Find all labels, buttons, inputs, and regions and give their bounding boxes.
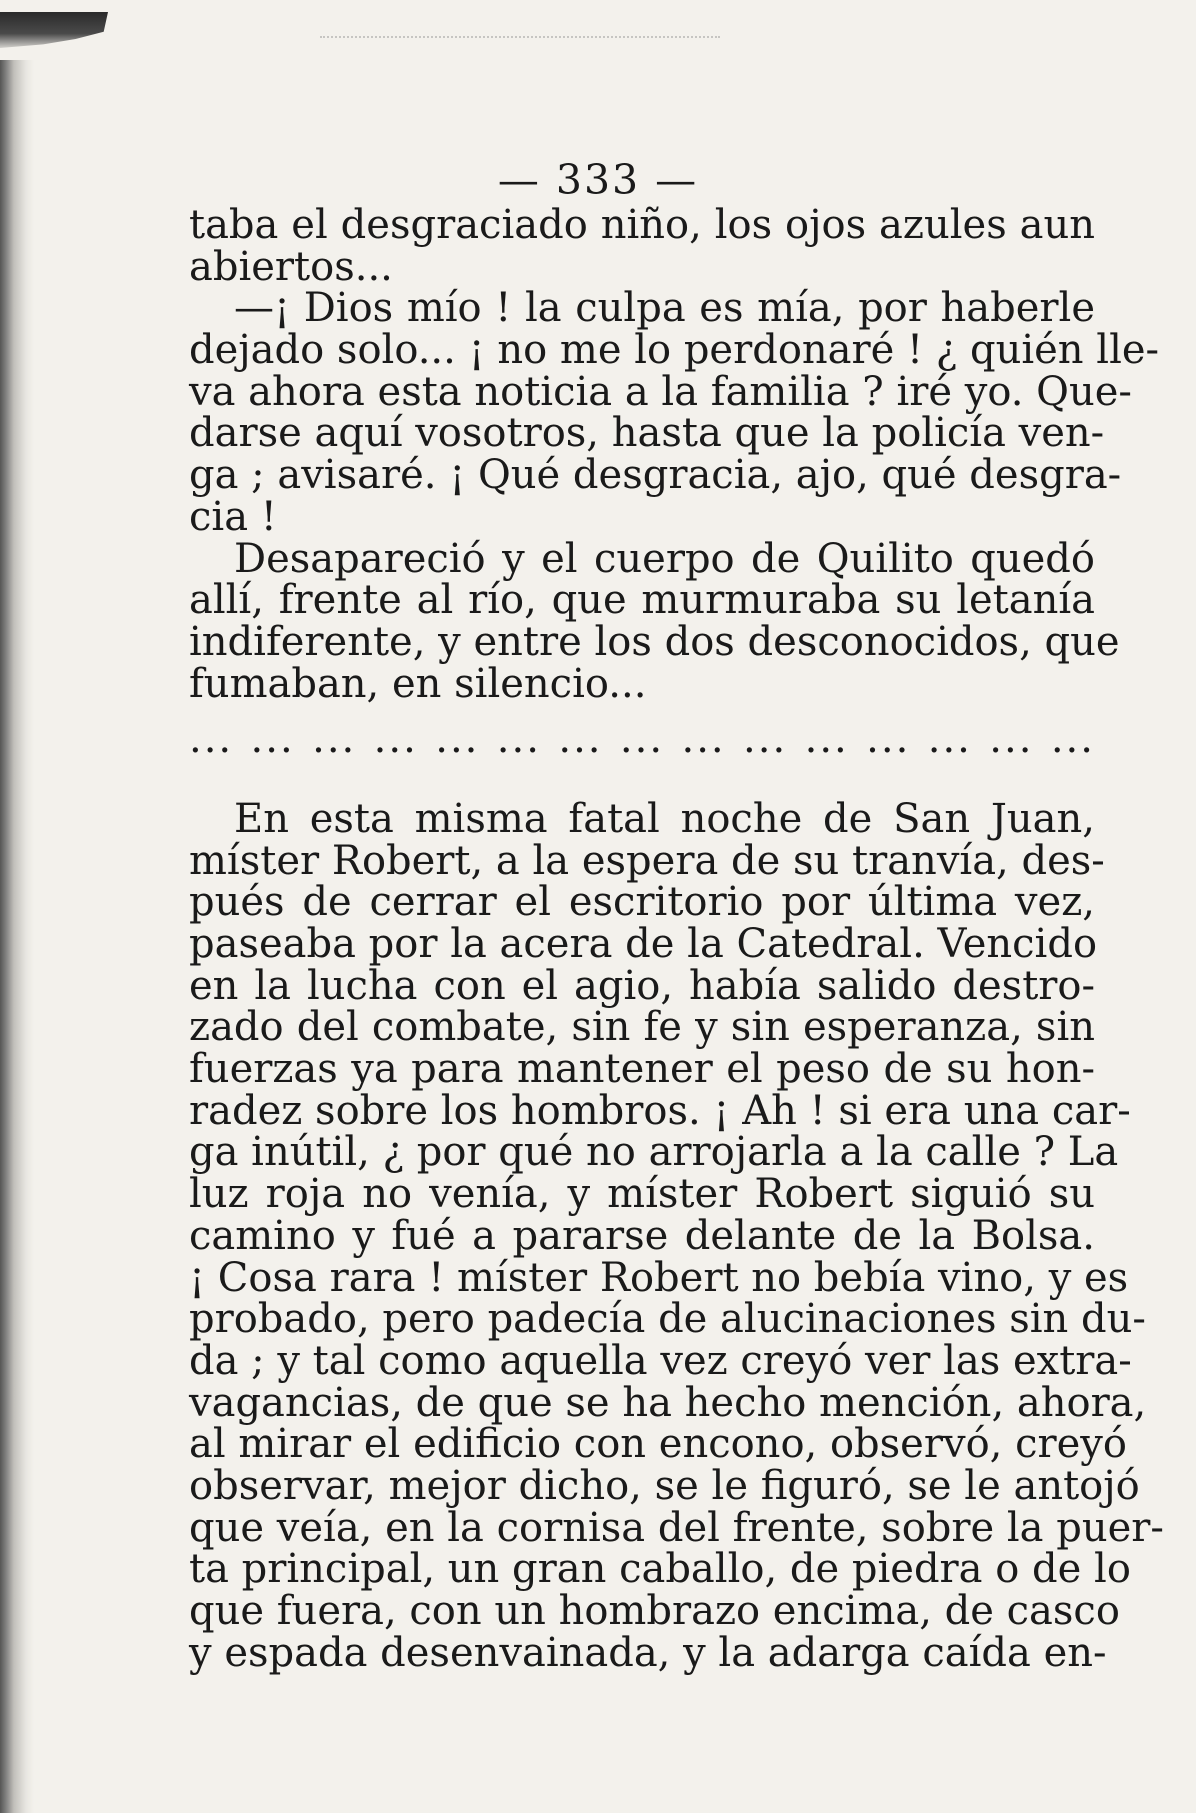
- paragraph-group-2: [189, 795, 1164, 1676]
- text-line: ¡ Cosa rara ! míster Robert no bebía vino, y es: [189, 1254, 1129, 1301]
- text-line: darse aquí vosotros, hasta que la policía ven-: [189, 410, 1105, 457]
- text-line: cia !: [189, 493, 277, 540]
- text-line: taba el desgraciado niño, los ojos azules aun: [189, 202, 1095, 248]
- text-line: da ; y tal como aquella vez creyó ver las extra-: [189, 1337, 1132, 1384]
- text-line: indiferente, y entre los dos desconocidos, que: [189, 618, 1120, 665]
- text-line: va ahora esta noticia a la familia ? iré yo. Que-: [189, 368, 1132, 415]
- page-number: — 333 —: [497, 156, 699, 204]
- scan-corner-mark: [0, 12, 108, 48]
- scan-smudge: [320, 28, 720, 38]
- text-line: Desapareció y el cuerpo de Quilito quedó: [234, 535, 1095, 582]
- text-line: pués de cerrar el escritorio por última vez,: [189, 879, 1095, 926]
- binding-shadow: [0, 60, 34, 1813]
- text-line: dejado solo... ¡ no me lo perdonaré ! ¿ quién lle-: [189, 327, 1160, 374]
- text-line: que fuera, con un hombrazo encima, de casco: [189, 1588, 1120, 1634]
- text-line: zado del combate, sin fe y sin esperanza, sin: [189, 1004, 1095, 1051]
- text-line: —¡ Dios mío ! la culpa es mía, por haberle: [234, 285, 1095, 332]
- text-line: al mirar el edificio con encono, observó, creyó: [189, 1421, 1127, 1468]
- text-line: ga inútil, ¿ por qué no arrojarla a la calle ? La: [189, 1129, 1119, 1176]
- text-line: en la lucha con el agio, había salido destro-: [189, 962, 1095, 1009]
- text-line: luz roja no venía, y míster Robert siguió su: [189, 1171, 1095, 1218]
- section-separator: ... ... ... ... ... ... ... ... ... ... ... ... ... ... ...: [189, 716, 1095, 763]
- text-line: ga ; avisaré. ¡ Qué desgracia, ajo, qué desgra-: [189, 452, 1122, 499]
- text-line: que veía, en la cornisa del frente, sobre la puer-: [189, 1504, 1164, 1551]
- text-line: allí, frente al río, que murmuraba su letanía: [189, 577, 1095, 624]
- text-line: ta principal, un gran caballo, de piedra o de lo: [189, 1546, 1131, 1593]
- paragraph-group-1: [189, 202, 1160, 707]
- text-line: camino y fué a pararse delante de la Bolsa.: [189, 1212, 1095, 1259]
- text-line: radez sobre los hombros. ¡ Ah ! si era una car-: [189, 1087, 1131, 1134]
- text-line: fumaban, en silencio...: [189, 660, 647, 707]
- text-line: fuerzas ya para mantener el peso de su hon-: [189, 1046, 1095, 1093]
- text-line: abiertos...: [189, 243, 393, 290]
- text-line: En esta misma fatal noche de San Juan,: [234, 795, 1095, 842]
- text-line: probado, pero padecía de alucinaciones sin du-: [189, 1296, 1146, 1343]
- section-gap: [189, 761, 1095, 799]
- text-line: vagancias, de que se ha hecho mención, ahora,: [189, 1379, 1147, 1426]
- body-text: [189, 202, 1164, 1676]
- text-line: míster Robert, a la espera de su tranvía, des-: [189, 837, 1105, 884]
- text-line: paseaba por la acera de la Catedral. Vencido: [189, 921, 1098, 967]
- text-line: y espada desenvainada, y la adarga caída en-: [189, 1629, 1107, 1676]
- text-line: observar, mejor dicho, se le figuró, se le antojó: [189, 1462, 1140, 1509]
